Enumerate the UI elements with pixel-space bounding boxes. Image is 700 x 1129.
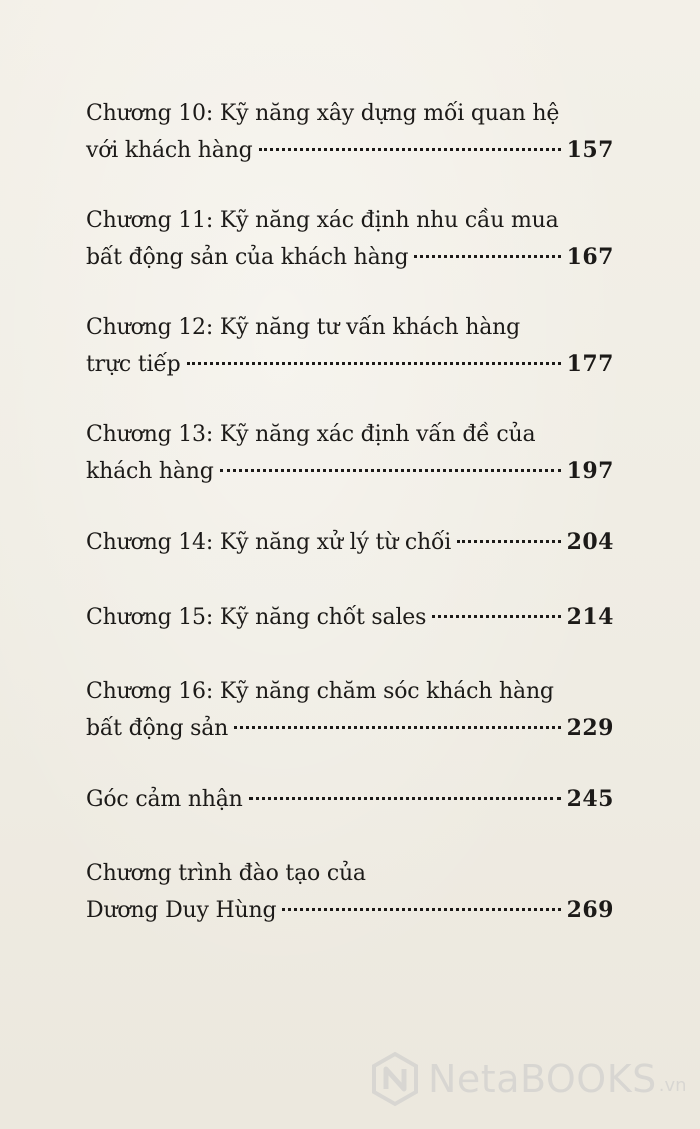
toc-page-number: 177 — [566, 351, 614, 377]
dot-leader — [220, 469, 561, 472]
toc-entry-chapter-11 — [86, 203, 614, 276]
toc-entry-leader-line — [86, 239, 614, 276]
table-of-contents — [86, 96, 614, 963]
toc-entry-title-end: bất động sản — [86, 716, 229, 741]
toc-entry-chuong-trinh-dao-tao — [86, 856, 614, 929]
toc-entry-title-end: Chương 14: Kỹ năng xử lý từ chối — [86, 530, 452, 555]
toc-entry-title-line: Chương 16: Kỹ năng chăm sóc khách hàng — [86, 679, 554, 704]
dot-leader — [249, 797, 561, 800]
dot-leader — [282, 908, 560, 911]
toc-entry-chapter-10 — [86, 96, 614, 169]
dot-leader — [187, 362, 561, 365]
toc-page-number: 167 — [566, 244, 614, 270]
toc-entry-chapter-16 — [86, 674, 614, 747]
toc-entry-title-line: Chương 11: Kỹ năng xác định nhu cầu mua — [86, 208, 559, 233]
toc-entry-chapter-13 — [86, 417, 614, 490]
toc-entry-goc-cam-nhan — [86, 781, 614, 818]
watermark-brand: NetaBOOKS — [428, 1057, 657, 1101]
dot-leader — [234, 726, 560, 729]
toc-page-number: 157 — [566, 137, 614, 163]
toc-entry-title-end: Chương 15: Kỹ năng chốt sales — [86, 605, 427, 630]
toc-entry-leader-line — [86, 524, 614, 561]
toc-entry-title-line: Chương 12: Kỹ năng tư vấn khách hàng — [86, 315, 520, 340]
netabooks-watermark — [370, 1048, 687, 1110]
toc-page-number: 245 — [566, 786, 614, 812]
toc-page-number: 197 — [566, 458, 614, 484]
dot-leader — [457, 540, 560, 543]
watermark-suffix: .vn — [658, 1075, 687, 1096]
toc-entry-title-line: Chương trình đào tạo của — [86, 861, 366, 886]
toc-entry-chapter-14 — [86, 524, 614, 561]
toc-entry-leader-line — [86, 781, 614, 818]
toc-entry-chapter-15 — [86, 599, 614, 636]
toc-entry-leader-line — [86, 710, 614, 747]
toc-page-number: 229 — [566, 715, 614, 741]
dot-leader — [432, 615, 560, 618]
toc-entry-leader-line — [86, 599, 614, 636]
toc-entry-title-end: Góc cảm nhận — [86, 787, 243, 812]
toc-entry-title-line: Chương 10: Kỹ năng xây dựng mối quan hệ — [86, 101, 560, 126]
toc-page-number: 204 — [566, 529, 614, 555]
toc-entry-leader-line — [86, 892, 614, 929]
toc-entry-title-end: với khách hàng — [86, 138, 253, 163]
toc-entry-leader-line — [86, 346, 614, 383]
toc-page-number: 214 — [566, 604, 614, 630]
neta-hexagon-logo-icon — [370, 1051, 420, 1107]
toc-page-number: 269 — [566, 897, 614, 923]
toc-entry-title-end: bất động sản của khách hàng — [86, 245, 409, 270]
toc-entry-title-end: khách hàng — [86, 459, 214, 484]
dot-leader — [259, 148, 561, 151]
toc-entry-title-end: Dương Duy Hùng — [86, 898, 277, 923]
dot-leader — [414, 255, 560, 258]
toc-entry-title-line: Chương 13: Kỹ năng xác định vấn đề của — [86, 422, 536, 447]
toc-entry-leader-line — [86, 453, 614, 490]
toc-entry-chapter-12 — [86, 310, 614, 383]
toc-entry-leader-line — [86, 132, 614, 169]
toc-entry-title-end: trực tiếp — [86, 352, 181, 377]
